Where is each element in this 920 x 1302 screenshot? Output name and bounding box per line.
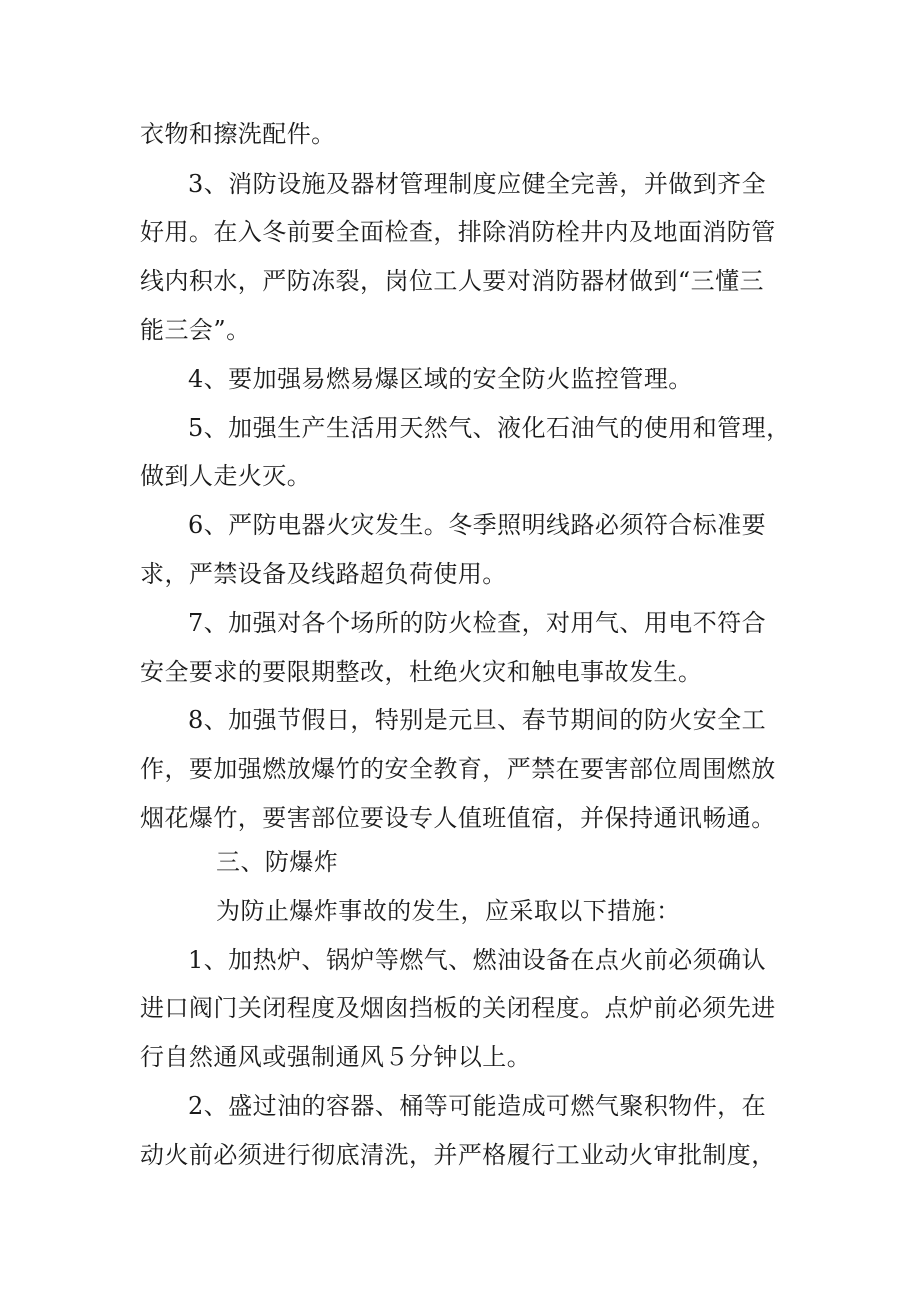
text-line: 为防止爆炸事故的发生，应采取以下措施： [216,897,681,925]
text-line: 3、消防设施及器材管理制度应健全完善，并做到齐全 [188,170,767,198]
text-line: 能三会”。 [140,316,251,344]
text-line: 衣物和擦洗配件。 [140,120,336,148]
text-line: 进口阀门关闭程度及烟囱挡板的关闭程度。点炉前必须先进 [140,994,776,1022]
text-line: 6、严防电器火灾发生。冬季照明线路必须符合标准要 [188,511,767,539]
text-line: 8、加强节假日，特别是元旦、春节期间的防火安全工 [188,706,767,734]
text-line: 作，要加强燃放爆竹的安全教育，严禁在要害部位周围燃放 [140,755,776,783]
text-line: 做到人走火灭。 [140,462,312,490]
text-line: 5、加强生产生活用天然气、液化石油气的使用和管理， [188,414,791,442]
section-heading: 三、防爆炸 [216,848,339,876]
text-line: 好用。在入冬前要全面检查，排除消防栓井内及地面消防管 [140,218,776,246]
text-line: 7、加强对各个场所的防火检查，对用气、用电不符合 [188,609,767,637]
text-line: 烟花爆竹，要害部位要设专人值班值宿，并保持通讯畅通。 [140,804,776,832]
text-line: 线内积水，严防冻裂，岗位工人要对消防器材做到“三懂三 [140,267,764,295]
text-line: 1、加热炉、锅炉等燃气、燃油设备在点火前必须确认 [188,946,767,974]
text-line: 动火前必须进行彻底清洗，并严格履行工业动火审批制度， [140,1141,776,1169]
text-line: 4、要加强易燃易爆区域的安全防火监控管理。 [188,365,693,393]
text-line: 求，严禁设备及线路超负荷使用。 [140,560,507,588]
text-line: 行自然通风或强制通风５分钟以上。 [140,1043,532,1071]
text-line: 2、盛过油的容器、桶等可能造成可燃气聚积物件，在 [188,1092,767,1120]
text-line: 安全要求的要限期整改，杜绝火灾和触电事故发生。 [140,658,703,686]
